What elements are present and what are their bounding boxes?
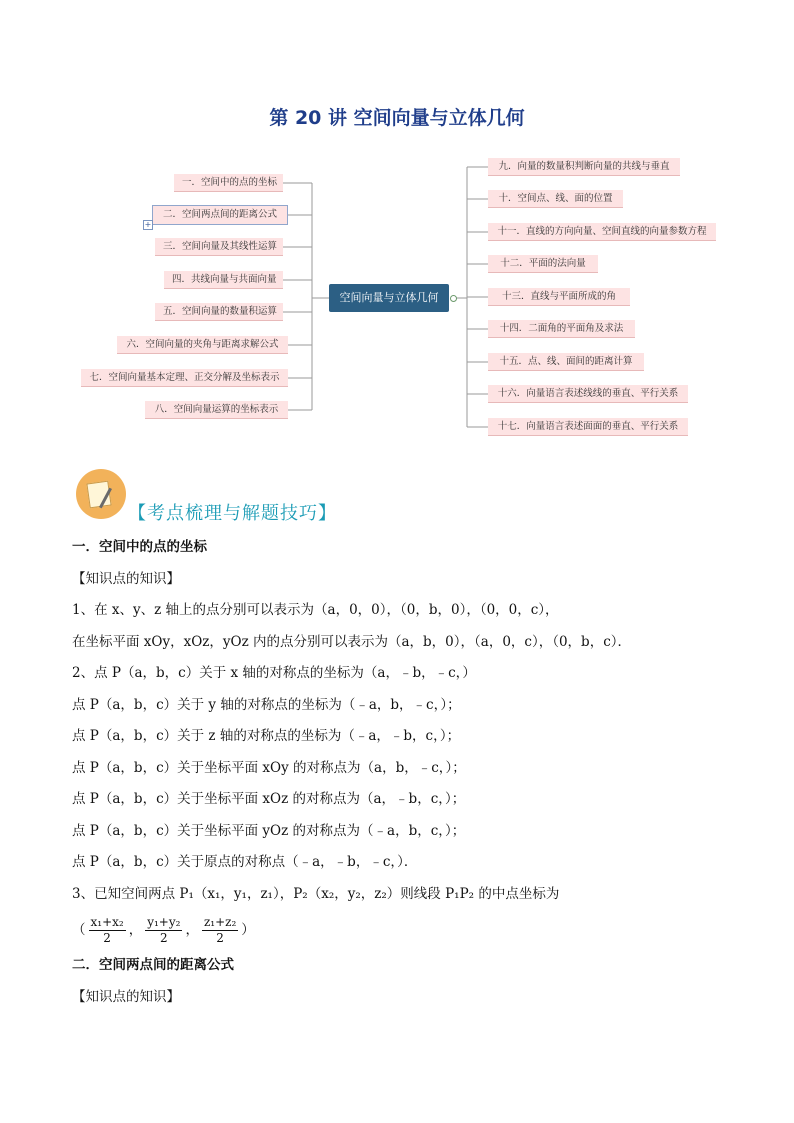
page-title: 第 20 讲 空间向量与立体几何 (269, 107, 525, 129)
formula-close: ） (241, 922, 255, 938)
expand-toggle-icon[interactable]: + (144, 220, 152, 229)
mindmap-node-right-13[interactable]: 十三．直线与平面所成的角 (488, 288, 630, 306)
collapse-dot-icon[interactable] (450, 295, 457, 302)
fraction-x: $\frac{\text{x₁+x₂}}{2}$ (90, 915, 124, 945)
text-line: 在坐标平面 xOy，xOz，yOz 内的点分别可以表示为（a，b，0），（a，0，c），（0，b，c）． (72, 633, 632, 650)
mindmap-node-right-17[interactable]: 十七．向量语言表述面面的垂直、平行关系 (488, 418, 688, 436)
mindmap-node-right-12[interactable]: 十二．平面的法向量 (488, 255, 598, 273)
knowledge-label-2: 【知识点的知识】 (72, 988, 180, 1005)
formula-open: （ (72, 922, 86, 938)
mindmap-node-left-8[interactable]: 八．空间向量运算的坐标表示 (145, 401, 288, 419)
text-line: 2、点 P（a，b，c）关于 x 轴的对称点的坐标为（a，﹣b，﹣c，） (72, 665, 476, 681)
knowledge-label-1: 【知识点的知识】 (72, 570, 180, 587)
mindmap-node-left-4[interactable]: 四．共线向量与共面向量 (164, 271, 283, 289)
section-title: 【考点梳理与解题技巧】 (128, 503, 337, 524)
notebook-icon (76, 469, 126, 519)
midpoint-formula: （ $\frac{\text{x₁+x₂}}{2}$ ， $\frac{\text{y₁+y₂}}{2}$ ， $\frac{\text{z₁+z₂}}{2}$ ） (72, 915, 255, 945)
mindmap-node-right-9[interactable]: 九．向量的数量积判断向量的共线与垂直 (488, 158, 680, 176)
heading-1: 一．空间中的点的坐标 (72, 539, 207, 555)
mindmap-node-right-16[interactable]: 十六．向量语言表述线线的垂直、平行关系 (488, 385, 688, 403)
text-line: 点 P（a，b，c）关于坐标平面 yOz 的对称点为（﹣a，b，c，）； (72, 822, 466, 839)
mindmap-node-right-11[interactable]: 十一．直线的方向向量、空间直线的向量参数方程 (488, 223, 716, 241)
text-line: 点 P（a，b，c）关于坐标平面 xOy 的对称点为（a，b，﹣c，）； (72, 759, 466, 776)
fraction-z: $\frac{\text{z₁+z₂}}{2}$ (203, 915, 237, 945)
mind-map (0, 150, 794, 450)
mindmap-node-right-14[interactable]: 十四．二面角的平面角及求法 (488, 320, 635, 338)
mindmap-node-right-10[interactable]: 十．空间点、线、面的位置 (488, 190, 623, 208)
fraction-y: $\frac{\text{y₁+y₂}}{2}$ (147, 915, 181, 945)
text-line: 点 P（a，b，c）关于 z 轴的对称点的坐标为（﹣a，﹣b，c，）； (72, 728, 461, 744)
mindmap-node-left-5[interactable]: 五．空间向量的数量积运算 (155, 303, 283, 321)
mindmap-node-left-6[interactable]: 六．空间向量的夹角与距离求解公式 (117, 336, 288, 354)
text-line: 点 P（a，b，c）关于 y 轴的对称点的坐标为（﹣a，b，﹣c，）； (72, 696, 461, 713)
mindmap-node-left-2[interactable]: 二．空间两点间的距离公式 (152, 205, 288, 225)
text-line: 点 P（a，b，c）关于原点的对称点（﹣a，﹣b，﹣c，）． (72, 854, 418, 870)
mindmap-center-node[interactable]: 空间向量与立体几何 (329, 284, 449, 312)
document-body (72, 532, 732, 1013)
mindmap-node-left-1[interactable]: 一．空间中的点的坐标 (174, 174, 283, 192)
heading-2: 二．空间两点间的距离公式 (72, 957, 234, 973)
text-line: 3、已知空间两点 P₁（x₁，y₁，z₁），P₂（x₂，y₂，z₂）则线段 P₁P₂ 的中点坐标为 (72, 885, 560, 902)
mindmap-node-left-3[interactable]: 三．空间向量及其线性运算 (155, 238, 283, 256)
mindmap-node-right-15[interactable]: 十五．点、线、面间的距离计算 (488, 353, 644, 371)
mindmap-node-left-7[interactable]: 七．空间向量基本定理、正交分解及坐标表示 (81, 369, 288, 387)
text-line: 1、在 x、y、z 轴上的点分别可以表示为（a，0，0），（0，b，0），（0，0，c）， (72, 602, 559, 618)
text-line: 点 P（a，b，c）关于坐标平面 xOz 的对称点为（a，﹣b，c，）； (72, 791, 466, 807)
